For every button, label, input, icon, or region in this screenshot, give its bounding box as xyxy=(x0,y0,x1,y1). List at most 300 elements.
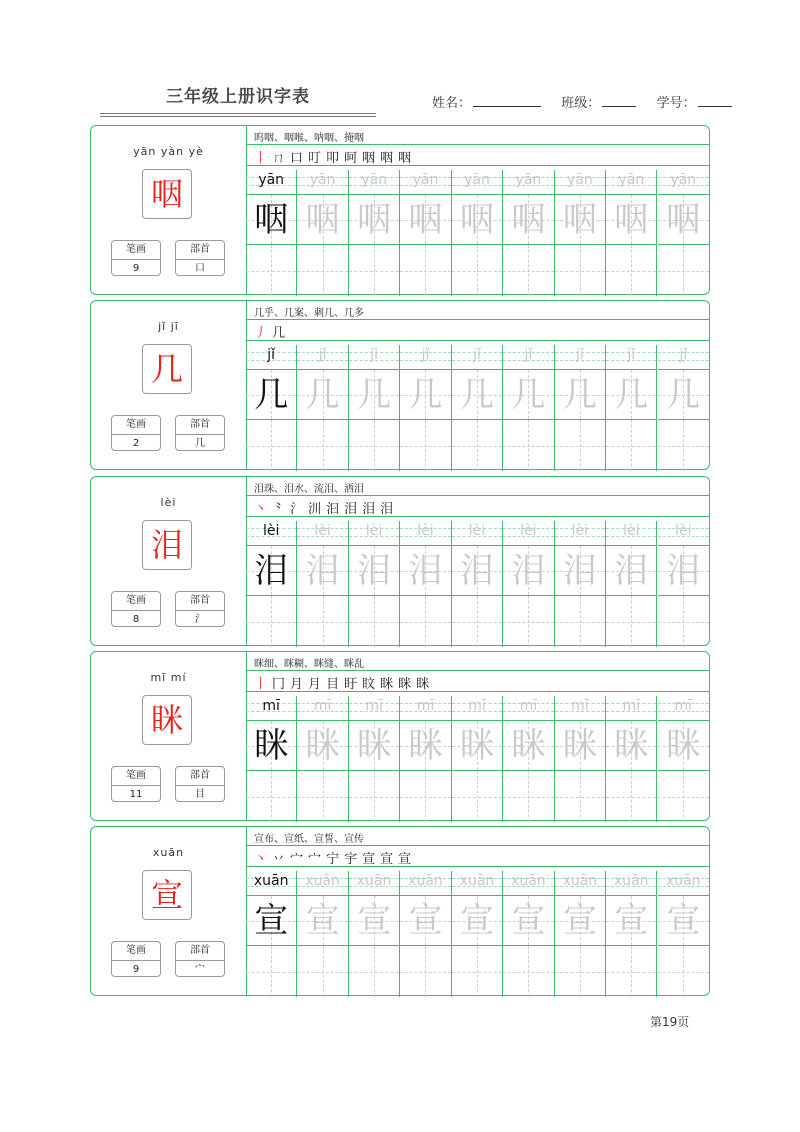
practice-pinyin: mī xyxy=(571,698,589,714)
practice-character: 几 xyxy=(511,374,546,415)
stroke-step: 泪 xyxy=(380,502,396,517)
pinyin-band xyxy=(555,345,605,369)
pinyin-band xyxy=(658,170,709,194)
practice-pinyin: xuān xyxy=(408,873,443,889)
practice-character: 宣 xyxy=(614,900,649,941)
writing-grid[interactable] xyxy=(606,420,656,471)
writing-grid[interactable] xyxy=(349,946,399,997)
pinyin-band xyxy=(452,696,502,720)
practice-cell[interactable] xyxy=(452,696,503,822)
stroke-step: 丿 xyxy=(254,326,270,341)
writing-grid[interactable] xyxy=(503,771,553,822)
practice-cell[interactable] xyxy=(452,345,503,471)
practice-cell[interactable] xyxy=(658,696,709,822)
practice-pinyin: xuān xyxy=(665,873,701,889)
stroke-step: 氵 xyxy=(290,502,306,517)
stroke-count-label: 笔画 xyxy=(112,241,160,260)
practice-character: 几 xyxy=(357,374,392,415)
practice-pinyin: mī xyxy=(262,698,280,714)
practice-cell[interactable] xyxy=(503,521,554,647)
practice-cell[interactable] xyxy=(400,696,451,822)
practice-panel xyxy=(246,827,709,995)
practice-pinyin: xuān xyxy=(459,873,495,889)
writing-grid[interactable] xyxy=(246,245,296,296)
featured-character: 咽 xyxy=(142,169,192,219)
stroke-count-label: 笔画 xyxy=(112,767,160,786)
practice-character: 泪 xyxy=(614,550,649,591)
radical-value: 宀 xyxy=(195,964,205,975)
practice-cell[interactable] xyxy=(503,696,554,822)
tian-zi-grid xyxy=(452,194,502,245)
pinyin-band xyxy=(452,345,502,369)
practice-cell[interactable] xyxy=(555,696,606,822)
featured-character: 眯 xyxy=(142,695,192,745)
tian-zi-grid xyxy=(503,194,553,245)
writing-grid[interactable] xyxy=(400,596,450,647)
practice-character: 泪 xyxy=(254,550,289,591)
practice-pinyin: xuān xyxy=(511,873,546,889)
page-number: 第19页 xyxy=(650,1015,690,1029)
stroke-count-value: 8 xyxy=(132,614,140,625)
tian-zi-grid xyxy=(503,369,553,420)
writing-grid[interactable] xyxy=(606,245,656,296)
practice-pinyin: lèi xyxy=(417,523,434,539)
practice-character: 泪 xyxy=(459,550,494,591)
pinyin-band xyxy=(555,521,605,545)
stroke-count-box xyxy=(111,766,161,802)
stroke-step: 冂 xyxy=(272,677,288,692)
practice-grid xyxy=(246,521,709,647)
practice-character: 几 xyxy=(459,374,494,415)
practice-panel xyxy=(246,477,709,645)
pinyin-band xyxy=(349,170,399,194)
practice-cell[interactable] xyxy=(400,170,451,296)
tian-zi-grid xyxy=(555,720,605,771)
tian-zi-grid xyxy=(400,895,450,946)
radical-box xyxy=(175,240,225,276)
practice-cell[interactable] xyxy=(452,521,503,647)
practice-pinyin: yān xyxy=(412,172,439,188)
practice-cell[interactable] xyxy=(503,345,554,471)
writing-grid[interactable] xyxy=(400,771,450,822)
practice-character: 眯 xyxy=(305,725,340,766)
stroke-step: 宣 xyxy=(380,852,396,867)
practice-character: 泪 xyxy=(408,550,443,591)
stroke-count-box xyxy=(111,240,161,276)
practice-pinyin: jǐ xyxy=(627,347,636,363)
practice-pinyin: yān xyxy=(258,172,285,188)
pinyin-band xyxy=(349,871,399,895)
tian-zi-grid xyxy=(452,895,502,946)
writing-grid[interactable] xyxy=(606,771,656,822)
stroke-step: 丨 xyxy=(254,151,270,166)
practice-character: 泪 xyxy=(305,550,340,591)
practice-pinyin: yān xyxy=(309,172,336,188)
practice-pinyin: mī xyxy=(519,698,538,714)
practice-character: 泪 xyxy=(562,550,597,591)
practice-cell[interactable] xyxy=(297,696,348,822)
practice-pinyin: yān xyxy=(670,172,697,188)
practice-pinyin: mī xyxy=(468,698,486,714)
writing-grid[interactable] xyxy=(297,771,347,822)
pinyin-band xyxy=(400,345,450,369)
practice-cell[interactable] xyxy=(606,170,657,296)
radical-label: 部首 xyxy=(176,241,224,260)
writing-grid[interactable] xyxy=(297,420,347,471)
class-label: 班级： xyxy=(561,96,601,111)
pinyin-band xyxy=(452,521,502,545)
pinyin-band xyxy=(297,170,347,194)
tian-zi-grid xyxy=(658,895,709,946)
writing-grid[interactable] xyxy=(503,946,553,997)
writing-grid[interactable] xyxy=(503,245,553,296)
pinyin-band xyxy=(555,696,605,720)
name-field[interactable] xyxy=(473,94,541,107)
stroke-step: 宣 xyxy=(362,852,378,867)
stroke-count-value: 2 xyxy=(132,438,140,449)
writing-grid[interactable] xyxy=(555,946,605,997)
writing-grid[interactable] xyxy=(555,420,605,471)
stroke-step: ㄇ xyxy=(272,151,288,166)
stroke-step: 丷 xyxy=(272,852,288,867)
radical-box xyxy=(175,591,225,627)
name-label: 姓名： xyxy=(432,96,472,111)
stroke-count-label: 笔画 xyxy=(112,942,160,961)
practice-cell[interactable] xyxy=(555,345,606,471)
pinyin-band xyxy=(246,871,296,895)
pinyin-band xyxy=(658,696,709,720)
stroke-step: 咽 xyxy=(380,151,396,166)
practice-character: 宣 xyxy=(511,900,546,941)
stroke-step: 几 xyxy=(272,326,288,341)
practice-character: 宣 xyxy=(666,900,701,941)
practice-character: 眯 xyxy=(459,725,494,766)
pinyin-band xyxy=(400,170,450,194)
radical-label: 部首 xyxy=(176,416,224,435)
tian-zi-grid xyxy=(606,720,656,771)
stroke-step: 月 xyxy=(290,677,306,692)
practice-pinyin: mī xyxy=(416,698,435,714)
character-card xyxy=(90,125,710,295)
practice-cell[interactable] xyxy=(452,170,503,296)
writing-grid[interactable] xyxy=(246,596,296,647)
pinyin-band xyxy=(452,871,502,895)
practice-cell[interactable] xyxy=(246,696,297,822)
tian-zi-grid xyxy=(400,545,450,596)
practice-character: 几 xyxy=(562,374,597,415)
radical-value: 氵 xyxy=(195,614,205,625)
writing-grid[interactable] xyxy=(658,420,709,471)
tian-zi-grid xyxy=(658,194,709,245)
pinyin-band xyxy=(503,345,553,369)
practice-cell[interactable] xyxy=(503,170,554,296)
practice-pinyin: xuān xyxy=(613,873,649,889)
practice-cell[interactable] xyxy=(658,345,709,471)
practice-character: 咽 xyxy=(459,199,494,240)
pinyin-band xyxy=(400,521,450,545)
tian-zi-grid xyxy=(297,720,347,771)
stroke-step: 叩 xyxy=(326,151,342,166)
stroke-count-label: 笔画 xyxy=(112,416,160,435)
tian-zi-grid xyxy=(400,369,450,420)
stroke-step: 丶 xyxy=(254,502,270,517)
pinyin-band xyxy=(606,521,656,545)
tian-zi-grid xyxy=(297,545,347,596)
practice-panel xyxy=(246,652,709,820)
practice-pinyin: xuān xyxy=(356,873,392,889)
stroke-step: 咽 xyxy=(362,151,378,166)
pinyin-band xyxy=(503,871,553,895)
practice-pinyin: xuān xyxy=(562,873,598,889)
character-pinyin: mī mí xyxy=(150,671,187,684)
stroke-step: 叮 xyxy=(308,151,324,166)
practice-cell[interactable] xyxy=(246,170,297,296)
practice-cell[interactable] xyxy=(452,871,503,997)
practice-grid xyxy=(246,345,709,471)
character-card xyxy=(90,651,710,821)
writing-grid[interactable] xyxy=(555,596,605,647)
writing-grid[interactable] xyxy=(606,946,656,997)
practice-character: 眯 xyxy=(408,725,443,766)
practice-pinyin: jǐ xyxy=(318,347,327,363)
character-pinyin: xuān xyxy=(152,846,185,859)
practice-character: 咽 xyxy=(511,199,546,240)
writing-grid[interactable] xyxy=(658,245,709,296)
pinyin-band xyxy=(297,871,347,895)
practice-pinyin: mī xyxy=(622,698,641,714)
tian-zi-grid xyxy=(503,545,553,596)
pinyin-band xyxy=(349,696,399,720)
practice-cell[interactable] xyxy=(400,521,451,647)
writing-grid[interactable] xyxy=(349,771,399,822)
stroke-step: 咽 xyxy=(398,151,414,166)
practice-pinyin: jǐ xyxy=(679,347,688,363)
practice-character: 泪 xyxy=(511,550,546,591)
practice-character: 几 xyxy=(254,374,289,415)
writing-grid[interactable] xyxy=(658,946,709,997)
stroke-step: 丶 xyxy=(254,852,270,867)
writing-grid[interactable] xyxy=(452,771,502,822)
practice-pinyin: mī xyxy=(313,698,332,714)
writing-grid[interactable] xyxy=(246,771,296,822)
practice-pinyin: yān xyxy=(361,172,387,188)
stroke-order xyxy=(254,322,290,341)
class-field[interactable] xyxy=(602,94,636,107)
writing-grid[interactable] xyxy=(452,245,502,296)
practice-cell[interactable] xyxy=(349,345,400,471)
tian-zi-grid xyxy=(349,369,399,420)
character-pinyin: lèi xyxy=(160,496,177,509)
practice-cell[interactable] xyxy=(606,521,657,647)
practice-character: 宣 xyxy=(408,900,443,941)
character-info-panel xyxy=(91,827,247,995)
writing-grid[interactable] xyxy=(349,420,399,471)
practice-cell[interactable] xyxy=(297,521,348,647)
practice-cell[interactable] xyxy=(658,871,709,997)
writing-grid[interactable] xyxy=(555,771,605,822)
pinyin-band xyxy=(452,170,502,194)
practice-pinyin: lèi xyxy=(314,523,331,539)
tian-zi-grid xyxy=(246,545,296,596)
character-info-panel xyxy=(91,652,247,820)
practice-panel xyxy=(246,301,709,469)
practice-cell[interactable] xyxy=(658,521,709,647)
practice-cell[interactable] xyxy=(297,170,348,296)
page-title: 三年级上册识字表 xyxy=(166,87,310,107)
practice-cell[interactable] xyxy=(246,345,297,471)
practice-cell[interactable] xyxy=(297,871,348,997)
practice-pinyin: mī xyxy=(674,698,693,714)
id-field[interactable] xyxy=(698,94,732,107)
practice-pinyin: jǐ xyxy=(575,347,584,363)
pinyin-band xyxy=(246,696,296,720)
practice-character: 眯 xyxy=(562,725,597,766)
stroke-count-value: 9 xyxy=(132,964,140,975)
tian-zi-grid xyxy=(606,545,656,596)
writing-grid[interactable] xyxy=(658,771,709,822)
practice-character: 眯 xyxy=(357,725,392,766)
pinyin-band xyxy=(555,170,605,194)
practice-cell[interactable] xyxy=(246,521,297,647)
writing-grid[interactable] xyxy=(297,946,347,997)
practice-grid xyxy=(246,170,709,296)
practice-cell[interactable] xyxy=(555,170,606,296)
writing-grid[interactable] xyxy=(246,420,296,471)
featured-character: 宣 xyxy=(142,870,192,920)
practice-cell[interactable] xyxy=(555,871,606,997)
tian-zi-grid xyxy=(555,369,605,420)
practice-character: 几 xyxy=(666,374,701,415)
stroke-count-box xyxy=(111,591,161,627)
stroke-count-box xyxy=(111,415,161,451)
character-card xyxy=(90,300,710,470)
writing-grid[interactable] xyxy=(555,245,605,296)
writing-grid[interactable] xyxy=(297,245,347,296)
practice-character: 咽 xyxy=(357,199,392,240)
practice-character: 宣 xyxy=(305,900,340,941)
writing-grid[interactable] xyxy=(400,946,450,997)
writing-grid[interactable] xyxy=(400,245,450,296)
writing-grid[interactable] xyxy=(452,596,502,647)
writing-grid[interactable] xyxy=(246,946,296,997)
tian-zi-grid xyxy=(400,194,450,245)
pinyin-band xyxy=(606,345,656,369)
practice-pinyin: lèi xyxy=(468,523,486,539)
writing-grid[interactable] xyxy=(606,596,656,647)
radical-label: 部首 xyxy=(176,592,224,611)
practice-pinyin: xuān xyxy=(305,873,340,889)
tian-zi-grid xyxy=(555,194,605,245)
writing-grid[interactable] xyxy=(658,596,709,647)
practice-pinyin: mī xyxy=(365,698,383,714)
featured-character: 泪 xyxy=(142,520,192,570)
writing-grid[interactable] xyxy=(349,245,399,296)
writing-grid[interactable] xyxy=(349,596,399,647)
writing-grid[interactable] xyxy=(297,596,347,647)
practice-cell[interactable] xyxy=(606,345,657,471)
tian-zi-grid xyxy=(246,895,296,946)
example-words: 眯细、眯糊、眯缝、眯乱 xyxy=(254,659,364,670)
example-words: 宣布、宣纸、宣誓、宣传 xyxy=(254,834,364,845)
pinyin-band xyxy=(606,871,656,895)
practice-cell[interactable] xyxy=(349,521,400,647)
writing-grid[interactable] xyxy=(503,420,553,471)
pinyin-band xyxy=(349,521,399,545)
practice-character: 宣 xyxy=(459,900,494,941)
stroke-step: 盿 xyxy=(362,677,378,692)
tian-zi-grid xyxy=(503,720,553,771)
practice-pinyin: lèi xyxy=(365,523,383,539)
pinyin-band xyxy=(658,871,709,895)
writing-grid[interactable] xyxy=(400,420,450,471)
character-info-panel xyxy=(91,477,247,645)
featured-character: 几 xyxy=(142,344,192,394)
title-block xyxy=(100,82,376,117)
practice-pinyin: lèi xyxy=(623,523,640,539)
stroke-step: 盱 xyxy=(344,677,360,692)
radical-label: 部首 xyxy=(176,767,224,786)
writing-grid[interactable] xyxy=(452,420,502,471)
stroke-step: 呵 xyxy=(344,151,360,166)
stroke-step: 汩 xyxy=(326,502,342,517)
pinyin-band xyxy=(297,521,347,545)
practice-cell[interactable] xyxy=(400,345,451,471)
stroke-step: 宁 xyxy=(326,852,342,867)
character-info-panel xyxy=(91,301,247,469)
example-words: 呜咽、咽喉、呐咽、掩咽 xyxy=(254,133,364,144)
radical-box xyxy=(175,941,225,977)
practice-cell[interactable] xyxy=(349,696,400,822)
title-underline xyxy=(100,113,376,117)
practice-character: 咽 xyxy=(666,199,701,240)
practice-pinyin: jǐ xyxy=(267,347,276,363)
writing-grid[interactable] xyxy=(503,596,553,647)
stroke-step: 汌 xyxy=(308,502,324,517)
practice-cell[interactable] xyxy=(400,871,451,997)
practice-cell[interactable] xyxy=(658,170,709,296)
stroke-order xyxy=(254,147,416,166)
student-info xyxy=(432,92,732,111)
tian-zi-grid xyxy=(297,369,347,420)
writing-grid[interactable] xyxy=(452,946,502,997)
practice-cell[interactable] xyxy=(349,871,400,997)
practice-character: 咽 xyxy=(305,199,340,240)
radical-value: 目 xyxy=(195,789,205,800)
tian-zi-grid xyxy=(452,545,502,596)
practice-cell[interactable] xyxy=(297,345,348,471)
tian-zi-grid xyxy=(658,369,709,420)
practice-grid xyxy=(246,696,709,822)
practice-character: 眯 xyxy=(511,725,546,766)
practice-cell[interactable] xyxy=(349,170,400,296)
tian-zi-grid xyxy=(246,720,296,771)
stroke-step: 眯 xyxy=(398,677,414,692)
pinyin-band xyxy=(400,871,450,895)
tian-zi-grid xyxy=(400,720,450,771)
practice-pinyin: jǐ xyxy=(473,347,481,363)
tian-zi-grid xyxy=(349,720,399,771)
practice-character: 眯 xyxy=(614,725,649,766)
practice-character: 泪 xyxy=(357,550,392,591)
practice-cell[interactable] xyxy=(246,871,297,997)
practice-cell[interactable] xyxy=(503,871,554,997)
practice-cell[interactable] xyxy=(606,871,657,997)
pinyin-band xyxy=(297,345,347,369)
practice-pinyin: lèi xyxy=(262,523,280,539)
pinyin-band xyxy=(606,170,656,194)
practice-cell[interactable] xyxy=(555,521,606,647)
practice-cell[interactable] xyxy=(606,696,657,822)
